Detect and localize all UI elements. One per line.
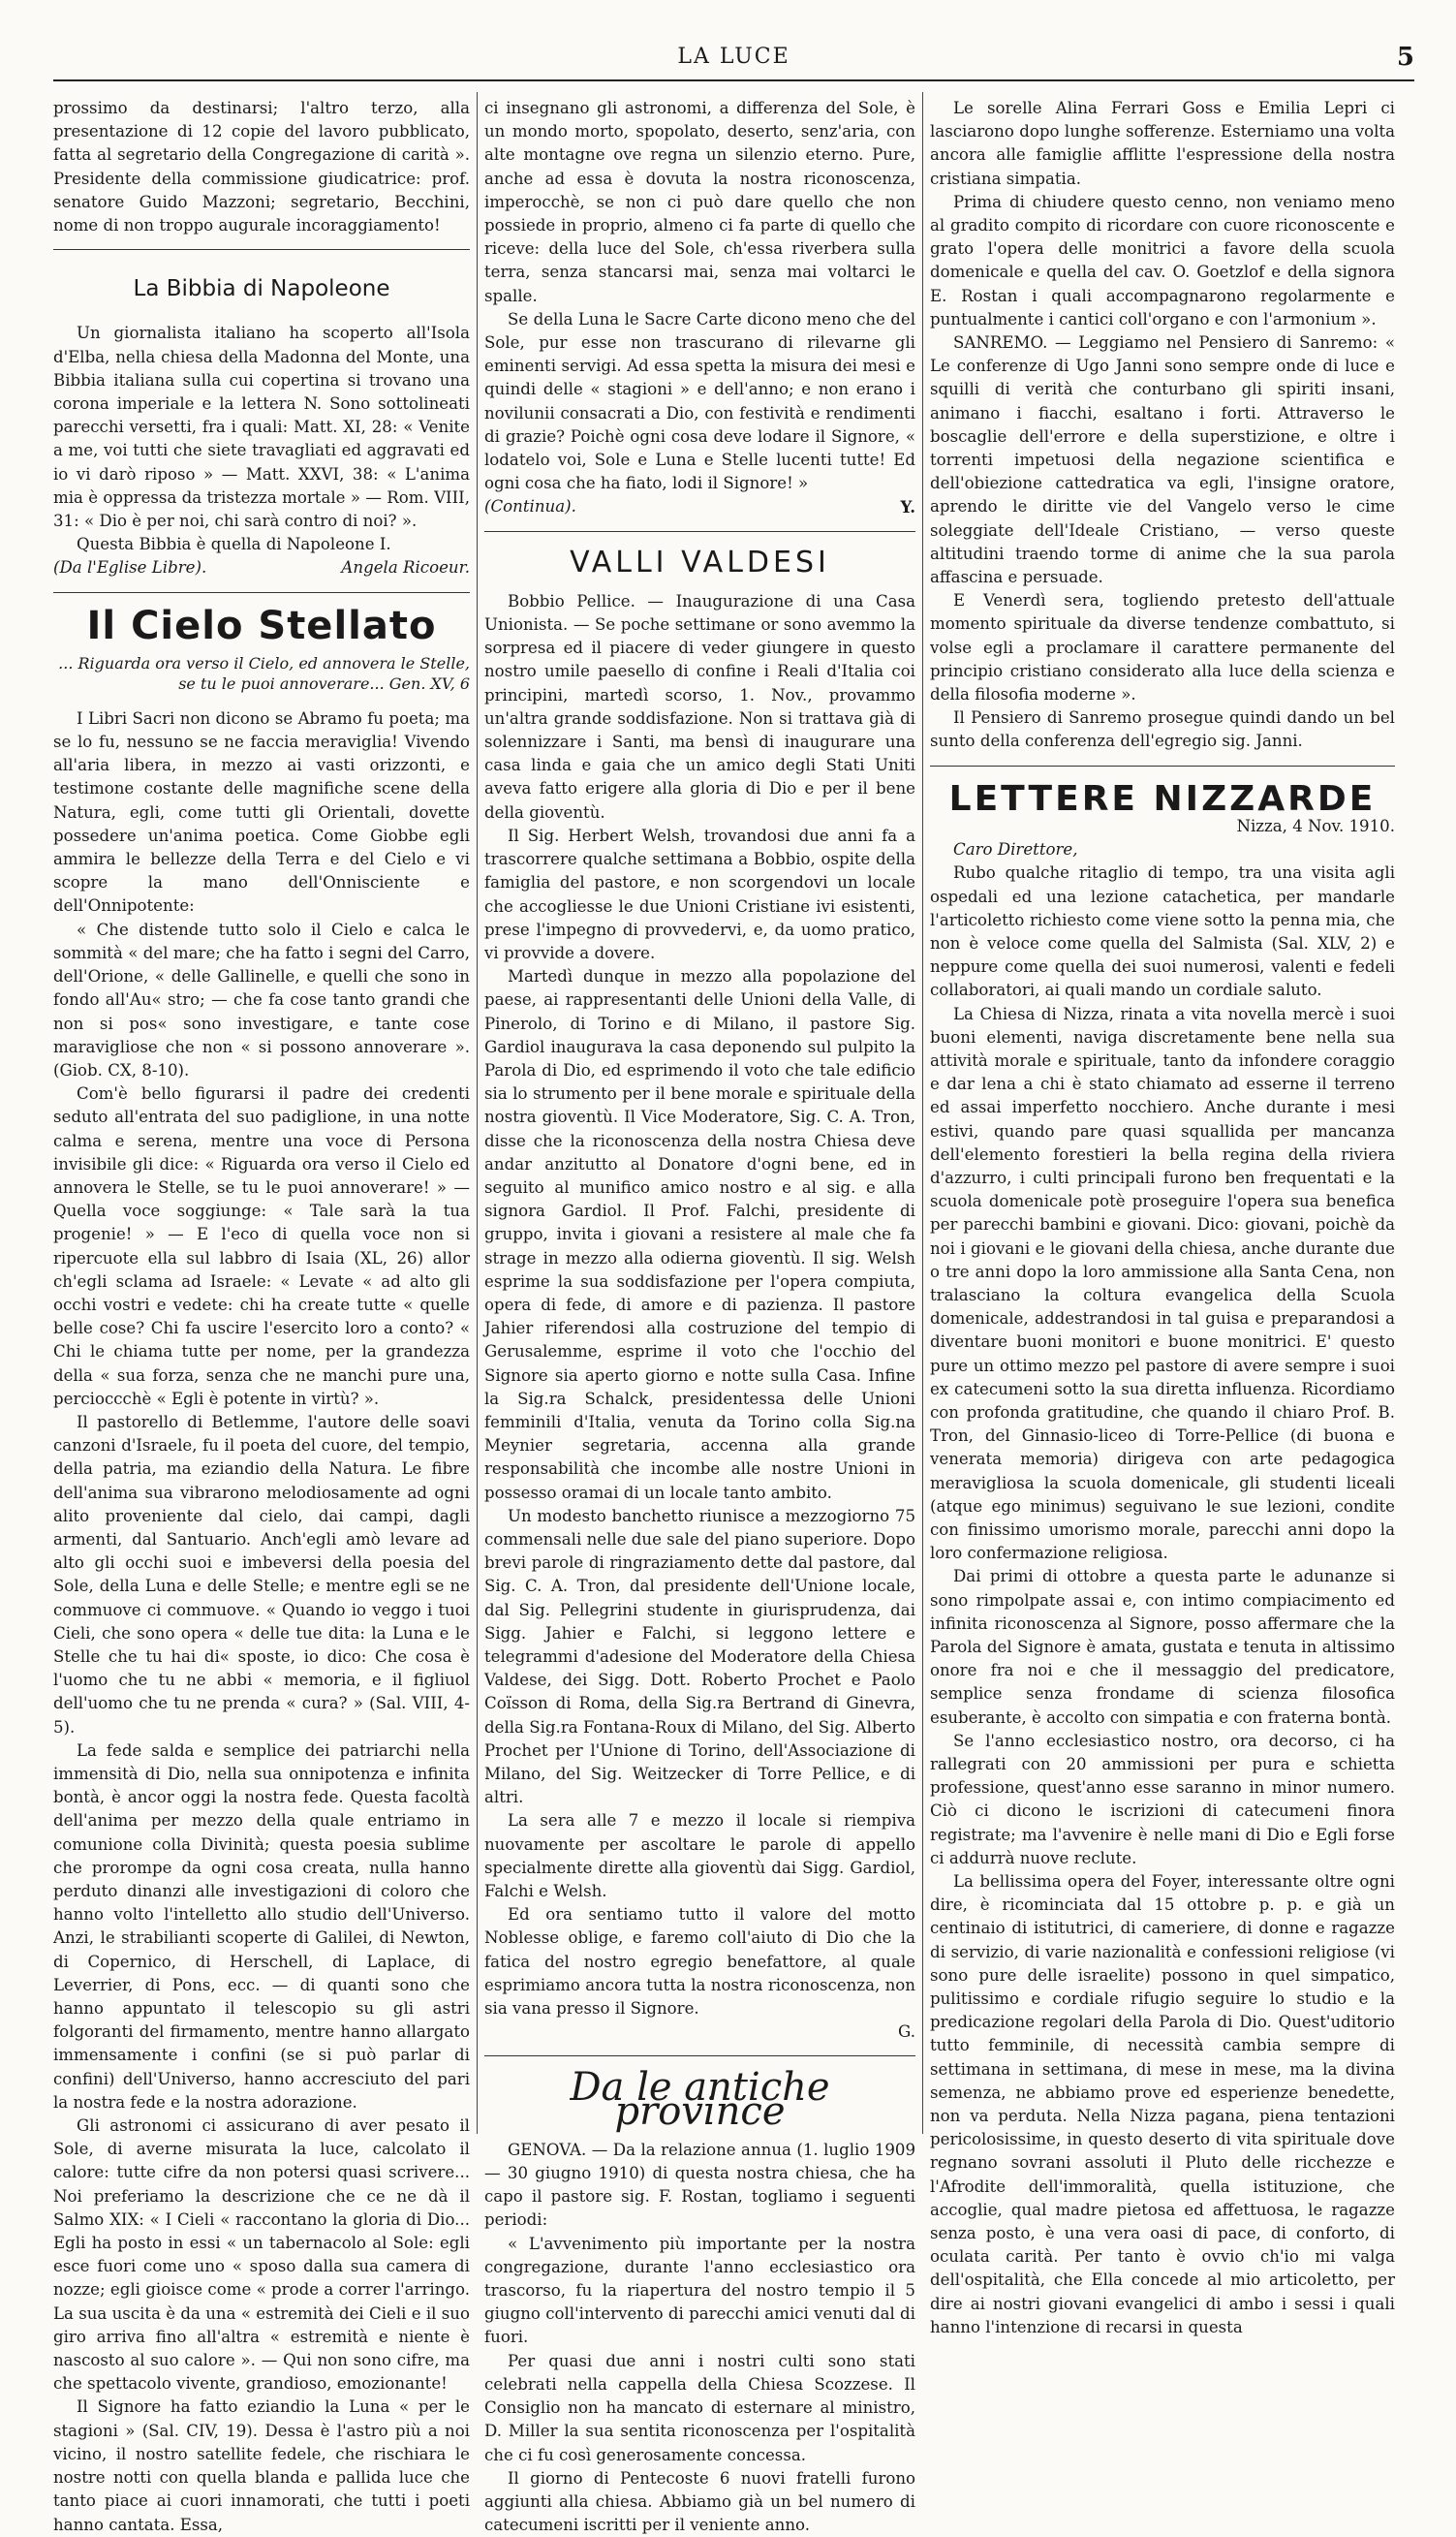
sanremo-paragraph: E Venerdì sera, togliendo pretesto dell'attuale momento spirituale da diverse tendenze combattuto, si volse egli a proclamare il carattere permanente del principio cristiano considerato alla luce della scienza e della filosofia moderne ». [930, 591, 1395, 705]
column-2 [484, 97, 915, 2537]
cielo-paragraph: Gli astronomi ci assicurano di aver pesato il Sole, di averne misurata la luce, calcolato il calore: tutte cifre da non potersi quasi scrivere... Noi preferiamo la descrizione che ce ne dà il Salmo XIX: « I Cieli « raccontano la gloria di Dio... Egli ha posto in essi « un tabernacolo al Sole: egli esce fuori come uno « sposo dalla sua camera di nozze; egli gioisce come « prode a correr l'arringo. La sua uscita è da una « estremità dei Cieli e il suo giro arriva fino all'altra « estremità e niente è nascosto al suo calore ». — Qui non sono cifre, ma che spettacolo vivente, grandioso, emozionante! [53, 2116, 470, 2394]
intro-paragraph: prossimo da destinarsi; l'altro terzo, alla presentazione di 12 copie del lavoro pubblicato, fatta al segretario della Congregazione di carità ». Presidente della commissione giudicatrice: prof. senatore Guido Mazzoni; segretario, Becchini, nome di non troppo augurale incoraggiamento! [53, 99, 470, 235]
page-header [53, 37, 1414, 85]
lettere-heading: LETTERE NIZZARDE [948, 778, 1377, 819]
letter-place-date: Nizza, 4 Nov. 1910. [1236, 816, 1395, 835]
bibbia-source: (Da l'Eglise Libre). [53, 558, 207, 578]
bibbia-paragraph: Questa Bibbia è quella di Napoleone I. [77, 535, 391, 554]
section-rule [53, 249, 470, 250]
cielo-paragraph: Il Signore ha fatto eziandio la Luna « per le stagioni » (Sal. CIV, 19). Dessa è l'astro più a noi vicino, il nostro satellite fedele, che rischiara le nostre notti con quella blanda e pallida luce che tanto piace ai cuori innamorati, che tutti i poeti hanno cantata. Essa, [53, 2397, 470, 2534]
section-rule [930, 766, 1395, 767]
cielo-continuation: Se della Luna le Sacre Carte dicono meno che del Sole, pur esse non trascurano di rilevarne gli eminenti servigi. Ad essa spetta la misura dei mesi e quindi delle « stagioni » e dell'anno; e non erano i novilunii consacrati a Dio, con festività e rendimenti di grazie? Poichè ogni cosa deve lodare il Signore, « lodatelo voi, Sole e Luna e Stelle lucenti tutte! Ed ogni cosa che ha fiato, lodi il Signore! » [484, 309, 915, 493]
cielo-paragraph: « Che distende tutto solo il Cielo e calca le sommità « del mare; che ha fatto i segni del Carro, dell'Orione, « delle Gallinelle, e quelli che sono in fondo all'Au« stro; — che fa cose tanto grandi che non si pos« sono investigare, e tante cose maravigliose che non « si possono annoverare ». (Giob. CX, 8-10). [53, 920, 470, 1080]
genova-paragraph: Prima di chiudere questo cenno, non veniamo meno al gradito compito di ricordare con cuore riconoscente e grato l'opera delle monitrici a favore della scuola domenicale e quella del cav. O. Goetzlof e della signora E. Rostan i quali accompagnarono regolarmente e puntualmente i cantici coll'organo e con l'armonium ». [930, 192, 1395, 329]
bibbia-author: Angela Ricoeur. [341, 558, 470, 578]
province-paragraph: Il giorno di Pentecoste 6 nuovi fratelli furono aggiunti alla chiesa. Abbiamo già un bel numero di catecumeni iscritti per il veniente anno. [484, 2468, 915, 2535]
valli-paragraph: Un modesto banchetto riunisce a mezzogiorno 75 commensali nelle due sale del piano superiore. Dopo brevi parole di ringraziamento dette dal pastore, dal Sig. C. A. Tron, dal presidente dell'Unione locale, dal Sig. Pellegrini studente in giurisprudenza, dai Sigg. Jahier e Falchi, si leggono lettere e telegrammi d'adesione del Moderatore della Chiesa Valdese, dei Sigg. Dott. Roberto Prochet e Paolo Coïsson di Roma, della Sig.ra Bertrand di Ginevra, della Sig.ra Fontana-Roux di Milano, del Sig. Alberto Prochet per l'Unione di Torino, dell'Associazione di Milano, del Sig. Weitzecker di Torre Pellice, e di altri. [484, 1506, 915, 1807]
header-rule [53, 79, 1414, 81]
sanremo-paragraph: SANREMO. — Leggiamo nel Pensiero di Sanremo: « Le conferenze di Ugo Janni sono sempre onde di luce e squilli di verità che conturbano gli spiriti insani, animano i fiacchi, esaltano i forti. Attraverso le boscaglie dell'errore e della superstizione, e oltre i torrenti impetuosi della negazione scientifica e dell'obiezione cattedratica va egli, l'insigne oratore, aprendo le diritte vie del Vangelo verso le cime soleggiate dell'Ideale Cristiano, — verso queste altitudini traendo torme di anime che la sua parola affascina e persuade. [930, 333, 1395, 587]
column-divider-1 [477, 92, 478, 2134]
column-1 [53, 97, 470, 2537]
letter-paragraph: Dai primi di ottobre a questa parte le adunanze si sono rimpolpate assai e, con intimo compiacimento ed infinita riconoscenza al Signore, posso affermare che la Parola del Signore è amata, gustata e tenuta in altissimo onore fra noi e che il messaggio del predicatore, semplice senza frondame di scienza filosofica esuberante, è accolto con simpatia e con fraterna bontà. [930, 1567, 1395, 1727]
section-rule [484, 2055, 915, 2056]
continua-label: (Continua). [484, 497, 576, 517]
column-3 [930, 97, 1395, 2339]
letter-paragraph: La bellissima opera del Foyer, interessante oltre ogni dire, è ricominciata dal 15 ottobre p. p. e già un centinaio di istitutrici, di cameriere, di donne e ragazze di servizio, di varie nazionalità e confessioni religiose (vi sono pure delle israelite) possono in quel simpatico, pulitissimo e cordiale rifugio seguire lo studio e la predicazione regolari della Parola di Dio. Quest'uditorio tutto femminile, di necessità cambia sempre di settimana in settimana, di mese in mese, ma la divina semenza, ne abbiamo prove ed esperienze benedette, non va perduta. Nella Nizza pagana, piena tentazioni pericolosissime, in questo deserto di vita spirituale dove regnano sovrani assoluti il Pluto delle ricchezze e l'Afrodite dell'immoralità, quella istituzione, che accoglie, qual madre pietosa ed affettuosa, le ragazze senza posto, è una vera oasi di pace, di conforto, di oculata carità. Per tanto è ovvio ch'io mi valga dell'ospitalità, che Ella concede al mio articoletto, per dire ai nostri giovani evangelici di ambo i sessi i quali hanno l'intenzione di recarsi in questa [930, 1872, 1395, 2336]
bibbia-heading: La Bibbia di Napoleone [133, 276, 390, 302]
cielo-heading: Il Cielo Stellato [86, 603, 437, 648]
letter-paragraph: Rubo qualche ritaglio di tempo, tra una visita agli ospedali ed una lezione catachetica, per mandarle l'articoletto richiesto come viene sotto la penna mia, che non è veloce come quella del Salmista (Sal. XLV, 2) e neppure come quella dei suoi numerosi, valenti e fedeli collaboratori, ai quali mando un cordiale saluto. [930, 863, 1395, 1000]
newspaper-title: LA LUCE [677, 45, 790, 69]
cielo-paragraph: Com'è bello figurarsi il padre dei credenti seduto all'entrata del suo padiglione, in una notte calma e serena, mentre una voce di Persona invisibile gli dice: « Riguarda ora verso il Cielo ed annovera le Stelle, se tu le puoi annoverare! » — Quella voce soggiunge: « Tale sarà la tua progenie! » — E l'eco di quella voce non si ripercuote ella sul labbro di Isaia (XL, 26) allor ch'egli sclama ad Israele: « Levate « ad alto gli occhi vostri e vedete: chi ha create tutte « quelle belle cose? Chi fa uscire l'esercito loro a conto? « Chi le chiama tutte per nome, per la grandezza della « sua forza, senza che ne manchi pure una, percioccchè « Egli è potente in virtù? ». [53, 1084, 470, 1408]
column-divider-2 [922, 92, 923, 2134]
bibbia-signature [53, 556, 470, 579]
province-paragraph: Per quasi due anni i nostri culti sono stati celebrati nella cappella della Chiesa Scozzese. Il Consiglio non ha mancato di esternare al ministro, D. Miller la sua sentita riconoscenza per l'ospitalità che ci fu così generosamente concessa. [484, 2351, 915, 2464]
genova-paragraph: Le sorelle Alina Ferrari Goss e Emilia Lepri ci lasciarono dopo lunghe sofferenze. Esterniamo una volta ancora alle famiglie afflitte l'espressione della nostra cristiana simpatia. [930, 99, 1395, 188]
cielo-paragraph: Il pastorello di Betlemme, l'autore delle soavi canzoni d'Israele, fu il poeta del cuore, del tempio, della patria, ma eziandio della Natura. Le fibre dell'anima sua vibrarono melodiosamente ad ogni alito proveniente dal cielo, dai campi, dagli armenti, dal Santuario. Anch'egli amò levare ad alto gli occhi suoi e imbeversi della poesia del Sole, della Luna e delle Stelle; e mentre egli se ne commuove ci commuove. « Quando io veggo i tuoi Cieli, che sono opera « delle tue dita: la Luna e le Stelle che tu hai di« sposte, io dico: Che cosa è l'uomo che tu ne abbi « memoria, e il figliuol dell'uomo che tu ne prenda « cura? » (Sal. VIII, 4-5). [53, 1412, 470, 1737]
continua-signature [484, 495, 915, 518]
sanremo-paragraph: Il Pensiero di Sanremo prosegue quindi dando un bel sunto della conferenza dell'egregio sig. Janni. [930, 708, 1395, 751]
valli-paragraph: La sera alle 7 e mezzo il locale si riempiva nuovamente per ascoltare le parole di appello specialmente dirette alla gioventù dai Sigg. Gardiol, Falchi e Welsh. [484, 1811, 915, 1901]
province-paragraph: GENOVA. — Da la relazione annua (1. luglio 1909 — 30 giugno 1910) di questa nostra chiesa, che ha capo il pastore sig. F. Rostan, togliamo i seguenti periodi: [484, 2140, 915, 2230]
page-number: 5 [1396, 43, 1414, 72]
letter-paragraph: Se l'anno ecclesiastico nostro, ora decorso, ci ha rallegrati con 20 ammissioni per pura e schietta professione, quest'anno esse saranno in minor numero. Ciò ci dicono le iscrizioni di catecumeni finora registrate; ma l'avvenire è nelle mani di Dio e Egli forse ci addurrà nuove reclute. [930, 1731, 1395, 1867]
province-paragraph: « L'avvenimento più importante per la nostra congregazione, durante l'anno ecclesiastico ora trascorso, fu la riapertura del nostro tempio il 5 giugno coll'intervento di parecchi amici venuti dal di fuori. [484, 2234, 915, 2347]
province-heading: Da le antiche province [570, 2065, 830, 2134]
valli-paragraph: Bobbio Pellice. — Inaugurazione di una Casa Unionista. — Se poche settimane or sono avemmo la sorpresa ed il piacere di veder giungere in questo nostro umile paesello di confine i Reali d'Italia coi principini, martedì scorso, 1. Nov., provammo un'altra grande soddisfazione. Non si trattava già di solennizzare i Santi, ma bensì di inaugurare una casa linda e gaia che un amico degli Stati Uniti aveva fatto erigere alla gloria di Dio e per il bene della gioventù. [484, 591, 915, 822]
section-rule [484, 531, 915, 532]
cielo-continuation: ci insegnano gli astronomi, a differenza del Sole, è un mondo morto, spopolato, deserto, senz'aria, con alte montagne ove regna un silenzio eterno. Pure, anche ad essa è dovuta la nostra riconoscenza, imperocchè, se non ci può dare quello che non possiede in proprio, almeno ci fa parte di quello che riceve: della luce del Sole, ch'essa riverbera sulla terra, senza stancarsi mai, senza mai voltarci le spalle. [484, 99, 915, 305]
valli-paragraph: Il Sig. Herbert Welsh, trovandosi due anni fa a trascorrere qualche settimana a Bobbio, ospite della famiglia del pastore, e non scorgendovi un locale che accogliesse le due Unioni Cristiane ivi esistenti, prese l'impegno di provvedervi, e, da uomo pratico, vi provvide a dovere. [484, 826, 915, 962]
letter-paragraph: La Chiesa di Nizza, rinata a vita novella mercè i suoi buoni elementi, naviga discretamente bene nella sua attività morale e spirituale, tanto da infondere coraggio e dar lena a chi è stato chiamato ad esserne il terreno ed assai imperfetto nocchiero. Anche durante i mesi estivi, quando pare quasi squallida per mancanza dell'elemento forestieri la bella regina della riviera d'azzurro, i culti principali furono ben frequentati e la scuola domenicale potè proseguire l'opera sua benefica per parecchi bambini e giovani. Dico: giovani, poichè da noi i giovani e le giovani della chiesa, anche durante due o tre anni dopo la loro ammissione alla Santa Cena, non tralasciano la coltura evangelica della Scuola domenicale, addestrandosi in tal guisa e preparandosi a diventare buoni monitori e buone monitrici. E' questo pure un ottimo mezzo pel pastore di avere sempre i suoi ex catecumeni sotto la sua diretta influenza. Ricordiamo con profonda gratitudine, che quando il chiaro Prof. B. Tron, del Ginnasio-liceo di Torre-Pellice (di buona e venerata memoria) dirigeva con arte pedagogica meravigliosa la scuola domenicale, gli studenti liceali (atque ego minimus) seguivano le sue lezioni, condite con finissimo umorismo morale, parecchi anni dopo la loro confermazione religiosa. [930, 1004, 1395, 1563]
valli-paragraph: Martedì dunque in mezzo alla popolazione del paese, ai rappresentanti delle Unioni della Valle, di Pinerolo, di Torino e di Milano, il pastore Sig. Gardiol inaugurava la casa deponendo sul pulpito la Parola di Dio, ed esprimendo il voto che tale edificio sia lo strumento per il bene morale e spirituale della nostra gioventù. Il Vice Moderatore, Sig. C. A. Tron, disse che la riconoscenza della nostra Chiesa deve andar anzitutto al Donatore d'ogni bene, ed in seguito al munifico amico nostro e al sig. e alla signora Gardiol. Il Prof. Falchi, presidente di gruppo, invita i giovani a resistere al male che fa strage in mezzo alla odierna gioventù. Il sig. Welsh esprime la sua soddisfazione per l'opera compiuta, opera di fede, di amore e di pazienza. Il pastore Jahier riferendosi alla costruzione del tempio di Gerusalemme, esprime il voto che l'occhio del Signore sia aperto giorno e notte sulla Casa. Infine la Sig.ra Schalck, presidentessa delle Unioni femminili d'Italia, venuta da Torino colla Sig.na Meynier segretaria, accenna alla grande responsabilità che incombe alle nostre Unioni in possesso oramai di un locale tanto ambito. [484, 967, 915, 1502]
valli-heading: VALLI VALDESI [570, 545, 830, 579]
article-initial: Y. [900, 497, 915, 517]
cielo-paragraph: La fede salda e semplice dei patriarchi nella immensità di Dio, nella sua onnipotenza e infinita bontà, è ancor oggi la nostra fede. Questa facoltà dell'anima per mezzo della quale entriamo in comunione colla Divinità; questa poesia sublime che prorompe da ogni cosa creata, nulla hanno perduto dinanzi alle investigazioni di coloro che hanno volto l'intelletto allo studio dell'Universo. Anzi, le strabilianti scoperte di Galilei, di Newton, di Copernico, di Herschell, di Laplace, di Leverrier, di Pons, ecc. — di quanti sono che hanno appuntato il telescopio su gli astri folgoranti del firmamento, mentre hanno allargato immensamente i confini (se si può parlar di confini) dell'Universo, hanno accresciuto del pari la nostra fede e la nostra adorazione. [53, 1740, 470, 2112]
section-rule [53, 592, 470, 593]
letter-salutation: Caro Direttore, [953, 840, 1078, 860]
cielo-paragraph: I Libri Sacri non dicono se Abramo fu poeta; ma se lo fu, nessuno se ne faccia meraviglia! Vivendo all'aria libera, in mezzo ai vasti orizzonti, e testimone costante delle magnifiche scene della Natura, egli, come tutti gli Orientali, dovette possedere un'anima poetica. Come Giobbe egli ammira le bellezze della Terra e del Cielo e vi scopre la mano dell'Onnisciente e dell'Onnipotente: [53, 708, 470, 916]
valli-signature: G. [898, 2022, 915, 2042]
cielo-motto: ... Riguarda ora verso il Cielo, ed annovera le Stelle, se tu le puoi annoverare... Gen. XV, 6 [58, 653, 470, 693]
valli-paragraph: Ed ora sentiamo tutto il valore del motto Noblesse oblige, e faremo coll'aiuto di Dio che la fatica del nostro egregio benefattore, al quale esprimiamo ancora tutta la nostra riconoscenza, non sia vana presso il Signore. [484, 1905, 915, 2019]
bibbia-paragraph: Un giornalista italiano ha scoperto all'Isola d'Elba, nella chiesa della Madonna del Monte, una Bibbia italiana sulla cui copertina si trovano una corona imperiale e la lettera N. Sono sottolineati parecchi versetti, fra i quali: Matt. XI, 28: « Venite a me, voi tutti che siete travagliati ed aggravati ed io vi darò riposo » — Matt. XXVI, 38: « L'anima mia è oppressa da tristezza mortale » — Rom. VIII, 31: « Dio è per noi, chi sarà contro di noi? ». [53, 324, 470, 531]
